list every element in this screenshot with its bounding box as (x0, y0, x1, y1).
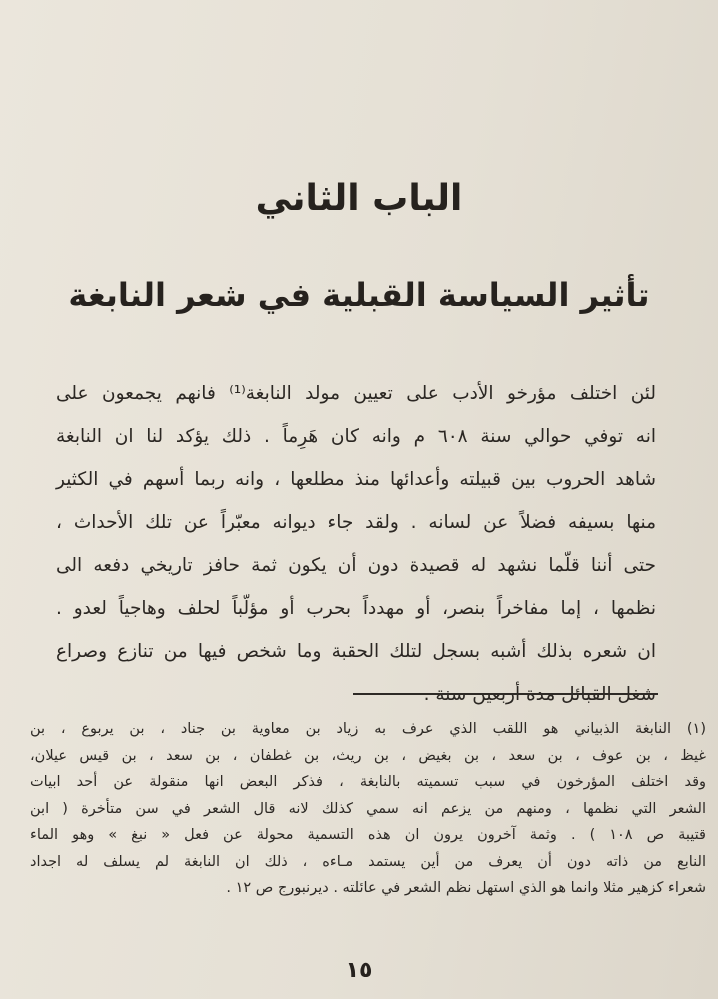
footnote-separator (353, 693, 658, 695)
body-line: منها بسيفه فضلاً عن لسانه . ولقد جاء ديوانه معبّراً عن تلك الأحداث ، (56, 512, 656, 533)
footnotes (30, 716, 706, 902)
footnote-line: وقد اختلف المؤرخون في سبب تسميته بالنابغة ، فذكر البعض انها منقولة عن أحد ابيات (30, 774, 706, 790)
footnote-line: (١) النابغة الذبياني هو اللقب الذي عرف به زياد بن معاوية بن جناد ، بن يربوع ، بن (30, 721, 706, 737)
body-line: حتى أننا قلّما نشهد له قصيدة دون أن يكون ثمة حافز تاريخي دفعه الى (56, 555, 656, 576)
body-line: انه توفي حوالي سنة ٦٠٨ م وانه كان هَرِماً . ذلك يؤكد لنا ان النابغة (56, 426, 657, 447)
body-line: لئن اختلف مؤرخو الأدب على تعيين مولد النابغة⁽¹⁾ فانهم يجمعون على (56, 383, 657, 404)
body-line: ان شعره بذلك أشبه بسجل لتلك الحقبة وما شخص فيها من تنازع وصراع (56, 641, 656, 662)
footnote-line: الشعر التي نظمها ، ومنهم من يزعم انه سمي كذلك لانه قال الشعر في سن متأخرة ( ابن (30, 800, 706, 817)
footnote-line: قتيبة ص ١٠٨ ) . وثمة آخرون يرون ان هذه التسمية محولة عن فعل « نبغ » وهو الماء (30, 827, 706, 843)
page-number: ١٥ (345, 958, 373, 983)
footnote-line: غيظ ، بن عوف ، بن سعد ، بن بغيض ، بن ريث، بن غطفان ، بن سعد ، بن قيس عيلان، (30, 747, 706, 764)
chapter-title: الباب الثاني (255, 178, 463, 219)
body-line: نظمها ، إما مفاخراً بنصر، أو مهدداً بحرب أو مؤلّباً لحلف وهاجياً لعدو . (56, 598, 656, 619)
footnote-line: شعراء كزهير مثلا وانما هو الذي استهل نظم الشعر في عائلته . ديرنبورج ص ١٢ . (226, 880, 706, 896)
footnote-line: النابع من ذاته دون أن يعرف من أين يستمد مـاءه ، ذلك ان النابغة لم يسلف له اجداد (30, 853, 706, 870)
body-line: شاهد الحروب بين قبيلته وأعدائها منذ مطلعها ، وانه ربما أسهم في الكثير (56, 469, 656, 490)
body-line: شغل القبائل مدة أربعين سنة . (423, 684, 656, 705)
body-paragraph (56, 372, 656, 716)
chapter-subtitle: تأثير السياسة القبلية في شعر النابغة (68, 276, 650, 314)
